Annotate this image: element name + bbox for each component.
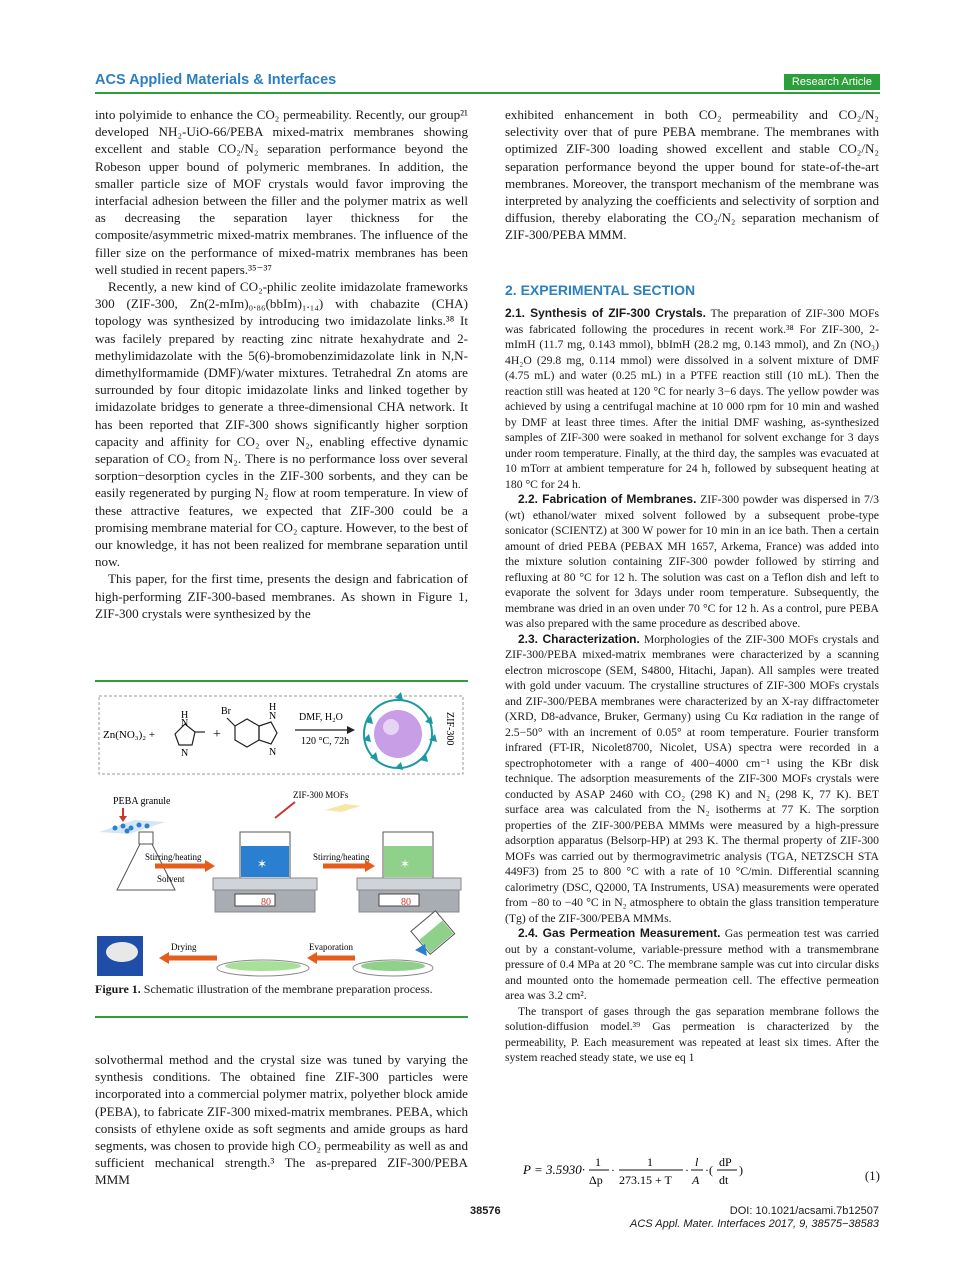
eq-frac-num: dP [719, 1155, 732, 1169]
equation-number: (1) [864, 1168, 880, 1183]
atom-label: Br [221, 706, 231, 717]
header-rule [95, 92, 880, 94]
article-type-badge: Research Article [784, 74, 880, 90]
reaction-conditions: DMF, H₂O [299, 712, 343, 723]
subsection-2-3 [505, 632, 879, 927]
paragraph: solvothermal method and the crystal size was tuned by varying the synthesis conditions. The obtained fine ZIF-300 particles were incorporated into a commercial polymer matrix, polyether block amide (PEBA), to fabricate ZIF-300 mixed-matrix membranes. PEBA, which consists of ethylene oxide as soft segments and amide groups as hard segments, was chosen to provide high CO₂ permeability as well as and sufficient mechanical strength.³ The as-prepared ZIF-300/PEBA MMM [95, 1052, 468, 1188]
reactant-zn-nitrate: Zn(NO₃)₂ + [103, 729, 156, 741]
subsection-title: 2.4. Gas Permeation Measurement. [518, 926, 721, 940]
subsection-2-1 [505, 306, 879, 492]
membrane-disk [106, 942, 138, 962]
subsection-title: 2.1. Synthesis of ZIF-300 Crystals. [505, 306, 706, 320]
svg-text:✶: ✶ [257, 857, 268, 871]
peba-granule-label: PEBA granule [113, 796, 171, 807]
petri-dish-wet [353, 960, 433, 976]
left-column-top [95, 106, 468, 622]
reaction-conditions: 120 °C, 72h [301, 736, 350, 747]
zif300-mofs-label: ZIF-300 MOFs [293, 790, 349, 800]
footer-citation [630, 1205, 879, 1231]
paragraph: exhibited enhancement in both CO₂ permeability and CO₂/N₂ selectivity over that of pure PEBA membrane. The membranes with optimized ZIF-300 loading showed excellent and stable CO₂/N₂ separation performance beyond the upper bound for state-of-the-art membranes. Moreover, the transport mechanism of the membrane was interpreted by analyzing the coefficients and selectivity of sorption and diffusion, thereby elaborating the CO₂/N₂ separation mechanism of ZIF-300/PEBA MMM. [505, 107, 879, 243]
journal-title[interactable]: ACS Applied Materials & Interfaces [95, 72, 337, 88]
atom-label: H [269, 702, 277, 713]
paragraph: The transport of gases through the gas separation membrane follows the solution-diffusion model.³⁹ Gas permeation is characterized by the permeability, P. Each measurement was repeated at least six times. After the system reached steady state, we use eq 1 [505, 1004, 879, 1064]
subsection-2-2 [505, 492, 879, 632]
eq-frac-den: Δp [589, 1173, 603, 1187]
eq-frac-num: 1 [595, 1155, 601, 1169]
subsection-title: 2.2. Fabrication of Membranes. [518, 492, 697, 506]
svg-text:✶: ✶ [400, 857, 411, 871]
subsection-text: Morphologies of the ZIF-300 MOFs crystals and ZIF-300/PEBA mixed-matrix membranes were characterized by a scanning electron microscope (SEM, S4800, Hitachi, Japan). All samples were treated with gold under vacuum. The crystalline structures of ZIF-300 MOFs crystals and ZIF-300/PEBA membranes were characterized by an X-ray diffractometer (XRD, D8-advance, Bruker, Germany) using Cu Kα radiation in the range of 2.5−50° with an increment of 0.05° at room temperature. Fourier transform infrared (FT-IR, Nicolet8700, Nicolet, USA) spectra were recorded in a spectrophotometer with a range of 400−4000 cm⁻¹ using the KBr disk technique. The adsorption measurements of the ZIF-300 MOFs crystals were conducted by ASAP 2460 with CO₂ (298 K) and N₂ (298 K, 77 K). BET surface area was calculated from the N₂ isotherms at 77 K. The sorption properties of the ZIF-300/PEBA MMMs were measured by a high-pressure adsorption apparatus (Belsorp-HP) at 293 K. The thermal property of ZIF-300 MOFs was carried out by thermogravimetric analysis (TGA, NETZSCH STA 449F3) from 25 to 800 °C with a rate of 10 °C/min. Differential scanning calorimetry (DSC, Q2000, TA Instruments, USA) measurements were operated from −80 to −40 °C in N₂ atmosphere to obtain the glass transition temperature (Tg) of the ZIF-300/PEBA MMMs. [505, 632, 879, 925]
figure-1-schematic [95, 682, 468, 978]
eq-lhs: P = 3.5930· [523, 1162, 585, 1177]
right-column-experimental [505, 306, 879, 1066]
doi-link[interactable]: DOI: 10.1021/acsami.7b12507 [729, 1205, 879, 1217]
step-label: Evaporation [309, 942, 353, 952]
step-label: Stirring/heating [145, 852, 202, 862]
subsection-text: Gas permeation test was carried out by a constant-volume, variable-pressure method with a transmembrane pressure of 0.4 MPa at 20 °C. The membrane sample was cut into circular disks and mounted onto the homemade permeation cell. The effective permeation area was 3.2 cm². [505, 927, 880, 1002]
page-number: 38576 [470, 1205, 501, 1217]
caption-label: Figure 1. [95, 982, 141, 996]
atom-label: N [181, 748, 189, 759]
figure-1 [95, 680, 468, 1018]
eq-frac-num: l [695, 1155, 699, 1169]
subsection-title: 2.3. Characterization. [518, 631, 640, 646]
section-heading: 2. EXPERIMENTAL SECTION [505, 282, 696, 298]
figure-caption [95, 982, 468, 997]
right-column-intro [505, 106, 879, 244]
atom-label: N [181, 718, 189, 729]
journal-citation: ACS Appl. Mater. Interfaces 2017, 9, 38575−38583 [630, 1218, 879, 1230]
subsection-2-4 [505, 926, 879, 1004]
temperature-display: 80 [261, 897, 271, 908]
svg-text:): ) [739, 1163, 743, 1177]
beaker-green-solution [383, 832, 433, 878]
paragraph: into polyimide to enhance the CO₂ permeability. Recently, our group²¹ developed NH₂-UiO-66/PEBA mixed-matrix membranes showing excellent and stable CO₂/N₂ separation performance beyond the Robeson upper bound of polymeric membranes. In addition, the smaller particle size of MOF crystals would favor improving the interfacial adhesion between the filler and the polymer matrix as well as decreasing the separation layer thickness for the composite/asymmetric mixed-matrix membranes. The influence of the filler size on the performance of mixed-matrix membranes has been well studied in recent papers.³⁵⁻³⁷ [95, 107, 468, 277]
petri-dish-dry [217, 960, 309, 976]
step-label: Solvent [157, 874, 185, 884]
step-label: Drying [171, 942, 197, 952]
eq-frac-den: 273.15 + T [619, 1173, 672, 1187]
eq-frac-num: 1 [647, 1155, 653, 1169]
zif300-label: ZIF-300 [444, 712, 455, 746]
subsection-text: The preparation of ZIF-300 MOFs was fabricated following the procedures in recent work.³⁸ For ZIF-300, 2-mImH (11.7 mg, 0.143 mmol), bbImH (28.2 mg, 0.143 mmol), and Zn (NO₃) 4H₂O (29.8 mg, 0.114 mmol) were dissolved in a solvent mixture of DMF (4.75 mL) and water (0.25 mL) in a PTFE reaction still (10 mL). Then the reaction still was heated at 120 °C for nearly 3−6 days. The yellow powder was achieved by using a centrifugal machine at 10 000 rpm for 10 min and washed by DMF at least three times. After the initial DMF washing, as-synthesized samples of ZIF-300 were soaked in methanol for solvent exchange for 3 days under room temperature. Finally, at the third day, the samples was evacuated at 10 mTorr at ambient temperature for 24 h, followed by subsequent heating at 180 °C for 24 h. [505, 307, 880, 491]
paragraph: This paper, for the first time, presents the design and fabrication of high-performing ZIF-300-based membranes. As shown in Figure 1, ZIF-300 crystals were synthesized by the [95, 571, 468, 621]
atom-label: N [269, 747, 277, 758]
page-header [95, 72, 880, 94]
step-label: Stirring/heating [313, 852, 370, 862]
temperature-display: 80 [401, 897, 411, 908]
beaker-blue-solution [240, 832, 290, 878]
subsection-text: ZIF-300 powder was dispersed in 7/3 (wt) ethanol/water mixed solvent followed by a subsequent probe-type sonicator (SCIENTZ) at 300 W power for 10 min in an ice bath. Then a certain amount of dried PEBA (PEBAX MH 1657, Arkema, France) was added into the mixture solution containing ZIF-300 powder followed by stirring and refluxing at 80 °C for 12 h. The solution was cast on a Teflon dish and left to evaporate the solvent for 3days under room temperature. Subsequently, the membrane was dried in an oven under 70 °C for 12 h. As a control, pure PEBA was also prepared with the same procedure as described above. [505, 493, 879, 630]
equation-render [523, 1150, 880, 1190]
left-column-bottom [95, 1051, 468, 1189]
atom-label: H [181, 710, 189, 721]
plus-sign: + [213, 727, 221, 742]
paragraph: Recently, a new kind of CO₂-philic zeolite imidazolate frameworks 300 (ZIF-300, Zn(2-mIm)₀.₈₆(bbIm)₁.₁₄) with chabazite (CHA) topology was synthesized by introducing two imidazolate links.³⁸ It was facilely prepared by reacting zinc nitrate hexahydrate and 2-methylimidazolate with the 5(6)-bromobenzimidazolate link in N,N-dimethylformamide (DMF)/water mixtures. Tetrahedral Zn atoms are surrounded by four ditopic imidazolate links and linked together by imidazolate bridges to generate a three-dimensional CHA network. It has been reported that ZIF-300 shows significantly higher sorption capacity and affinity for CO₂ over N₂, enabling effective dynamic separation of CO₂ from N₂. There is no performance loss over several sorption−desorption cycles in the ZIF-300 sorbents, and they can be easily regenerated by purging N₂ flow at room temperature. In view of these attractive features, we expected that ZIF-300 could be a promising membrane material for CO₂ capture. However, to the best of our knowledge, it has not been realized for membrane separation until now. [95, 279, 468, 570]
eq-frac-den: dt [719, 1173, 729, 1187]
svg-text:·(: ·( [705, 1163, 713, 1177]
svg-text:·: · [685, 1163, 689, 1177]
equation-1 [523, 1150, 880, 1190]
atom-label: N [269, 711, 277, 722]
eq-frac-den: A [692, 1173, 700, 1187]
caption-text: Schematic illustration of the membrane preparation process. [140, 982, 433, 996]
svg-text:·: · [611, 1163, 615, 1177]
